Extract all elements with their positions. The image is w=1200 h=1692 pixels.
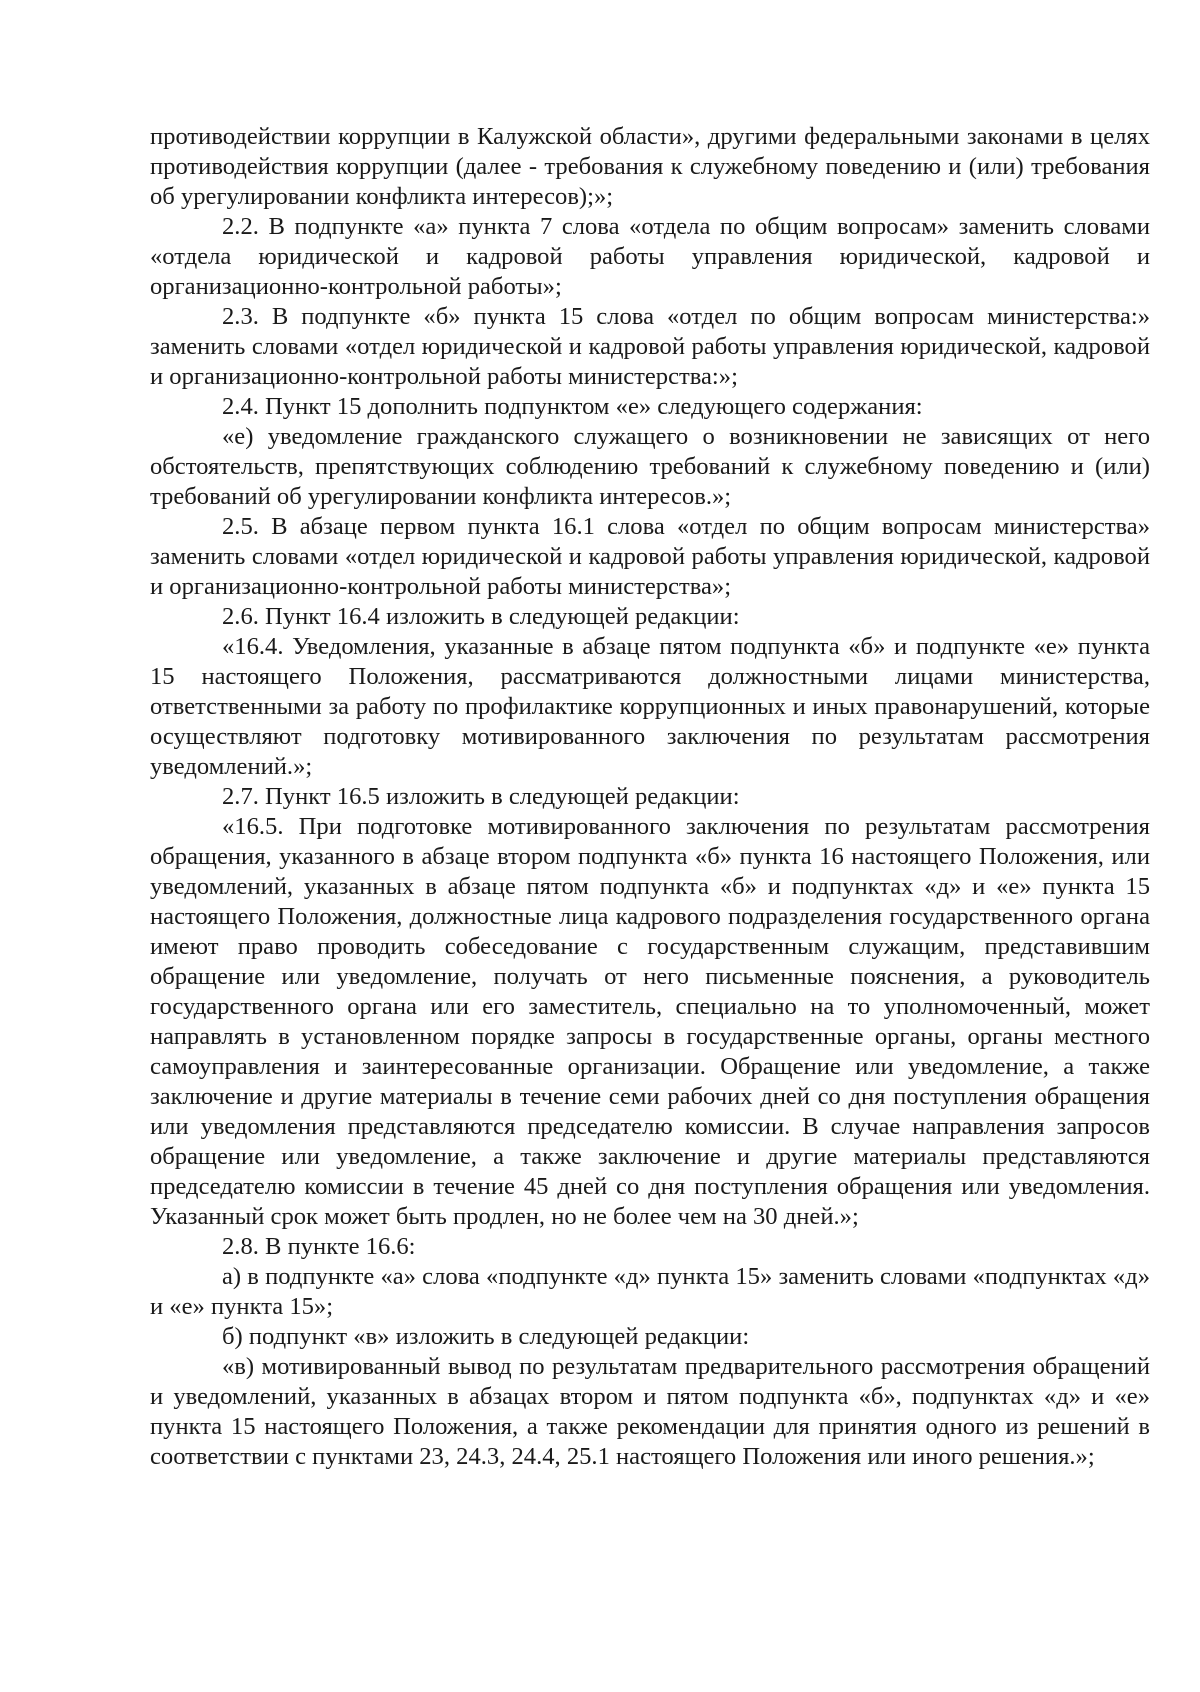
paragraph-2-4: 2.4. Пункт 15 дополнить подпунктом «е» следующего содержания: [222,393,923,420]
paragraph-2-8-b-text: «в) мотивированный вывод по результатам предварительного рассмотрения обращений и уведомлений, указанных в абзацах втором и пятом подпункта «б», подпунктах «д» и «е» пункта 15 настоящего Положения, а также рекомендации для принятия одного из решений в соответствии с пунктами 23, 24.3, 24.4, 25.1 настоящего Положения или иного решения.»; [150,1353,1150,1470]
paragraph-16-5: «16.5. При подготовке мотивированного заключения по результатам рассмотрения обращения, указанного в абзаце втором подпункта «б» пункта 16 настоящего Положения, или уведомлений, указанных в абзаце пятом подпункта «б» и подпунктах «д» и «е» пункта 15 настоящего Положения, должностные лица кадрового подразделения государственного органа имеют право проводить собеседование с государственным служащим, представившим обращение или уведомление, получать от него письменные пояснения, а руководитель государственного органа или его заместитель, специально на то уполномоченный, может направлять в установленном порядке запросы в государственные органы, органы местного самоуправления и заинтересованные организации. Обращение или уведомление, а также заключение и другие материалы в течение семи рабочих дней со дня поступления обращения или уведомления представляются председателю комиссии. В случае направления запросов обращение или уведомление, а также заключение и другие материалы представляются председателю комиссии в течение 45 дней со дня поступления обращения или уведомления. Указанный срок может быть продлен, но не более чем на 30 дней.»; [150,813,1150,1230]
document-body [150,122,1150,1472]
paragraph-2-7: 2.7. Пункт 16.5 изложить в следующей редакции: [222,783,740,810]
paragraph-2-3: 2.3. В подпункте «б» пункта 15 слова «отдел по общим вопросам министерства:» заменить словами «отдел юридической и кадровой работы управления юридической, кадровой и организационно-контрольной работы министерства:»; [150,303,1150,390]
paragraph-2-2: 2.2. В подпункте «а» пункта 7 слова «отдела по общим вопросам» заменить словами «отдела юридической и кадровой работы управления юридической, кадровой и организационно-контрольной работы»; [150,213,1150,300]
paragraph-2-8: 2.8. В пункте 16.6: [222,1233,416,1260]
paragraph-2-5: 2.5. В абзаце первом пункта 16.1 слова «отдел по общим вопросам министерства» заменить словами «отдел юридической и кадровой работы управления юридической, кадровой и организационно-контрольной работы министерства»; [150,513,1150,600]
paragraph-continuation: противодействии коррупции в Калужской области», другими федеральными законами в целях противодействия коррупции (далее - требования к служебному поведению и (или) требования об урегулировании конфликта интересов);»; [150,123,1150,210]
paragraph-2-6: 2.6. Пункт 16.4 изложить в следующей редакции: [222,603,740,630]
paragraph-2-8-b: б) подпункт «в» изложить в следующей редакции: [222,1323,750,1350]
paragraph-16-4: «16.4. Уведомления, указанные в абзаце пятом подпункта «б» и подпункте «е» пункта 15 настоящего Положения, рассматриваются должностными лицами министерства, ответственными за работу по профилактике коррупционных и иных правонарушений, которые осуществляют подготовку мотивированного заключения по результатам рассмотрения уведомлений.»; [150,633,1150,780]
paragraph-2-8-a: а) в подпункте «а» слова «подпункте «д» пункта 15» заменить словами «подпунктах «д» и «е» пункта 15»; [150,1263,1150,1320]
paragraph-2-4-text: «е) уведомление гражданского служащего о возникновении не зависящих от него обстоятельств, препятствующих соблюдению требований к служебному поведению и (или) требований об урегулировании конфликта интересов.»; [150,423,1150,510]
